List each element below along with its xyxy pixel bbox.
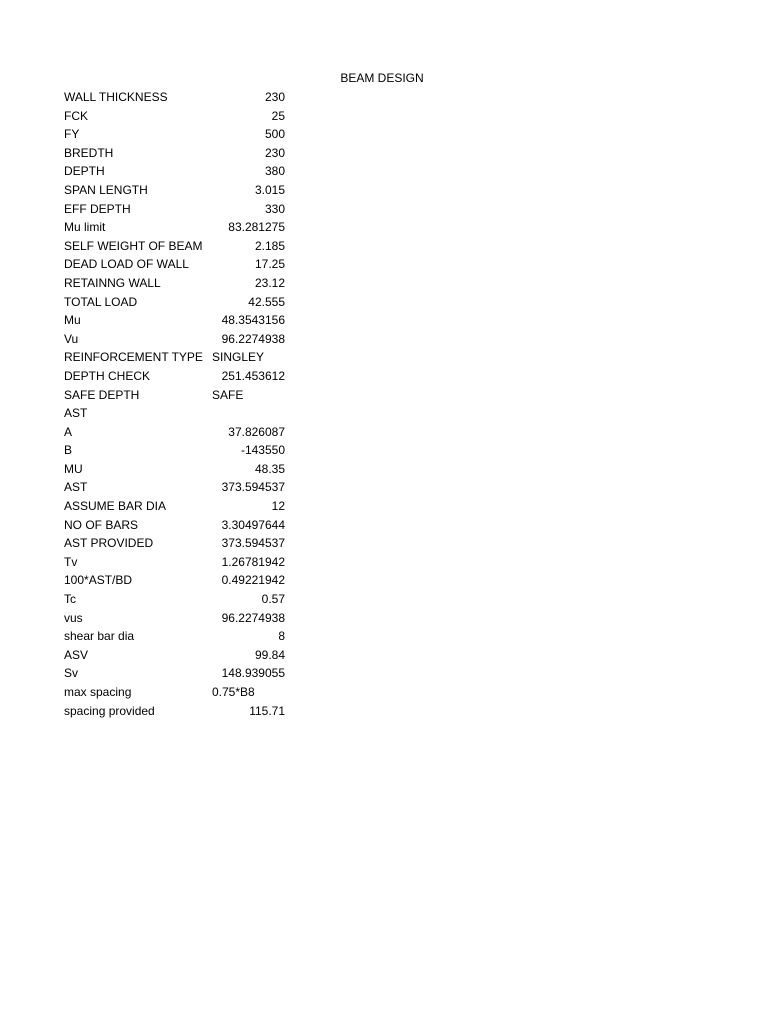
table-row bbox=[64, 367, 294, 386]
row-value: 3.015 bbox=[254, 182, 285, 197]
row-label: Tc bbox=[64, 592, 76, 607]
table-row bbox=[64, 441, 294, 460]
table-row bbox=[64, 497, 294, 516]
row-label: AST PROVIDED bbox=[64, 536, 154, 551]
row-value: 48.3543156 bbox=[221, 313, 285, 328]
table-row bbox=[64, 237, 294, 256]
calculation-table bbox=[64, 88, 294, 720]
row-value: 96.2274938 bbox=[221, 331, 285, 346]
table-row bbox=[64, 311, 294, 330]
row-label: SELF WEIGHT OF BEAM bbox=[64, 238, 203, 253]
row-label: REINFORCEMENT TYPE bbox=[64, 350, 203, 365]
row-value: 96.2274938 bbox=[221, 610, 285, 625]
table-row bbox=[64, 423, 294, 442]
row-value: 251.453612 bbox=[221, 368, 285, 383]
row-label: Mu limit bbox=[64, 220, 106, 235]
row-value: 12 bbox=[271, 499, 285, 514]
row-value: 500 bbox=[264, 127, 285, 142]
row-label: BREDTH bbox=[64, 145, 114, 160]
row-value: 148.939055 bbox=[221, 666, 285, 681]
table-row bbox=[64, 162, 294, 181]
table-row bbox=[64, 125, 294, 144]
row-value: 373.594537 bbox=[221, 480, 285, 495]
table-row bbox=[64, 553, 294, 572]
row-label: Tv bbox=[64, 554, 78, 569]
row-value: 2.185 bbox=[254, 238, 285, 253]
table-row bbox=[64, 144, 294, 163]
table-row bbox=[64, 218, 294, 237]
row-value: 330 bbox=[264, 201, 285, 216]
row-label: AST bbox=[64, 480, 88, 495]
table-row bbox=[64, 609, 294, 628]
row-value: 48.35 bbox=[254, 461, 285, 476]
row-label: vus bbox=[64, 610, 83, 625]
row-label: B bbox=[64, 443, 73, 458]
row-label: FCK bbox=[64, 108, 88, 123]
table-row bbox=[64, 404, 294, 423]
row-value: 230 bbox=[264, 90, 285, 104]
table-row bbox=[64, 534, 294, 553]
row-value: 8 bbox=[278, 629, 285, 644]
page-title: BEAM DESIGN bbox=[340, 71, 424, 85]
row-value: 25 bbox=[271, 108, 285, 123]
row-label: SPAN LENGTH bbox=[64, 182, 148, 197]
row-label: Mu bbox=[64, 313, 81, 328]
table-row bbox=[64, 386, 294, 405]
row-value: 23.12 bbox=[254, 275, 285, 290]
row-label: TOTAL LOAD bbox=[64, 294, 138, 309]
row-label: MU bbox=[64, 461, 83, 476]
row-value: SAFE bbox=[212, 387, 244, 402]
row-label: spacing provided bbox=[64, 703, 155, 718]
row-value: 0.49221942 bbox=[221, 573, 285, 588]
row-label: 100*AST/BD bbox=[64, 573, 133, 588]
row-value: 42.555 bbox=[248, 294, 285, 309]
row-label: ASSUME BAR DIA bbox=[64, 499, 167, 514]
row-label: DEPTH CHECK bbox=[64, 368, 151, 383]
row-value: 17.25 bbox=[254, 257, 285, 272]
row-value: -143550 bbox=[240, 443, 285, 458]
row-label: DEPTH bbox=[64, 164, 105, 179]
row-label: DEAD LOAD OF WALL bbox=[64, 257, 189, 272]
table-row bbox=[64, 200, 294, 219]
table-row bbox=[64, 255, 294, 274]
row-label: SAFE DEPTH bbox=[64, 387, 140, 402]
row-value: SINGLEY bbox=[212, 350, 265, 365]
row-label: WALL THICKNESS bbox=[64, 90, 168, 104]
row-value: 83.281275 bbox=[228, 220, 285, 235]
row-label: FY bbox=[64, 127, 80, 142]
table-row bbox=[64, 348, 294, 367]
row-value: 1.26781942 bbox=[221, 554, 285, 569]
row-value: 380 bbox=[264, 164, 285, 179]
row-value: 0.57 bbox=[261, 592, 285, 607]
row-value: 0.75*B8 bbox=[212, 685, 255, 699]
row-label: A bbox=[64, 424, 73, 439]
row-value: 37.826087 bbox=[228, 424, 285, 439]
row-label: NO OF BARS bbox=[64, 517, 139, 532]
table-row bbox=[64, 107, 294, 126]
table-row bbox=[64, 293, 294, 312]
row-label: Vu bbox=[64, 331, 79, 346]
table-row bbox=[64, 274, 294, 293]
row-value: 3.30497644 bbox=[221, 517, 285, 532]
table-row bbox=[64, 702, 294, 721]
row-value: 373.594537 bbox=[221, 536, 285, 551]
row-label: AST bbox=[64, 406, 88, 421]
table-row bbox=[64, 683, 294, 702]
table-row bbox=[64, 88, 294, 107]
table-row bbox=[64, 330, 294, 349]
row-label: shear bar dia bbox=[64, 629, 135, 644]
table-row bbox=[64, 181, 294, 200]
table-row bbox=[64, 571, 294, 590]
row-label: ASV bbox=[64, 647, 89, 662]
row-value: 115.71 bbox=[249, 703, 285, 718]
row-value: 99.84 bbox=[254, 647, 285, 662]
table-row bbox=[64, 646, 294, 665]
row-label: max spacing bbox=[64, 685, 132, 699]
table-row bbox=[64, 460, 294, 479]
row-label: RETAINNG WALL bbox=[64, 275, 161, 290]
row-label: Sv bbox=[64, 666, 79, 681]
table-row bbox=[64, 664, 294, 683]
table-row bbox=[64, 516, 294, 535]
table-row bbox=[64, 478, 294, 497]
row-label: EFF DEPTH bbox=[64, 201, 131, 216]
row-value: 230 bbox=[264, 145, 285, 160]
table-row bbox=[64, 590, 294, 609]
table-row bbox=[64, 627, 294, 646]
